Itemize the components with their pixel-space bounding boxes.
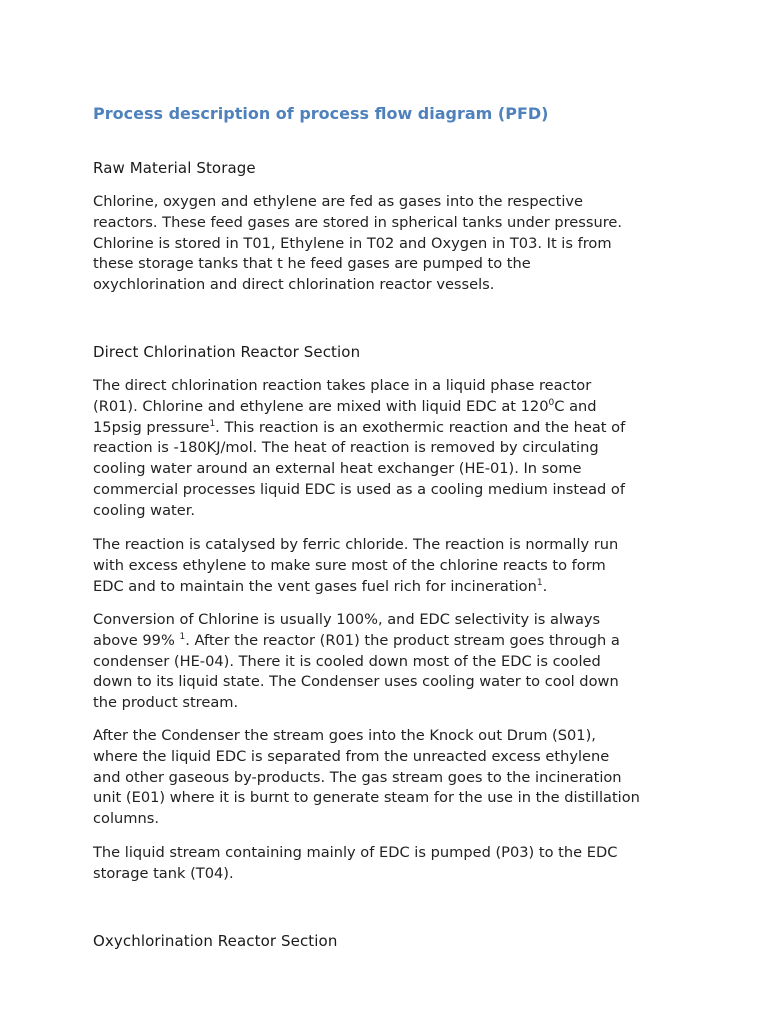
text-line: with excess ethylene to make sure most of the chlorine reacts to form	[93, 556, 606, 574]
text-line: unit (E01) where it is burnt to generate steam for the use in the distillation	[93, 789, 640, 807]
paragraph-raw-material-storage	[93, 192, 622, 296]
superscript-degree: 0	[548, 397, 555, 408]
text-line: commercial processes liquid EDC is used as a cooling medium instead of	[93, 480, 626, 498]
text-line-part: 15psig pressure	[93, 418, 210, 436]
text-line: Chlorine, oxygen and ethylene are fed as gases into the respective	[93, 193, 584, 210]
text-line	[93, 397, 625, 418]
footnote-reference: 1	[179, 631, 186, 642]
text-line: Conversion of Chlorine is usually 100%, and EDC selectivity is always	[93, 611, 601, 628]
text-line: The direct chlorination reaction takes place in a liquid phase reactor	[93, 377, 592, 394]
footnote-reference: 1	[209, 418, 216, 429]
text-line: condenser (HE-04). There it is cooled down most of the EDC is cooled	[93, 652, 601, 670]
text-line: storage tank (T04).	[93, 864, 234, 882]
footnote-reference: 1	[536, 577, 543, 588]
text-line-part: above 99%	[93, 631, 180, 649]
text-line: cooling water around an external heat exchanger (HE-01). In some	[93, 460, 582, 478]
text-line	[93, 577, 618, 598]
paragraph-conversion	[93, 610, 620, 714]
text-line: and other gaseous by-products. The gas stream goes to the incineration	[93, 768, 622, 786]
text-line: columns.	[93, 810, 159, 828]
text-line: down to its liquid state. The Condenser uses cooling water to cool down	[93, 673, 619, 691]
text-line: where the liquid EDC is separated from the unreacted excess ethylene	[93, 747, 610, 765]
text-line: The liquid stream containing mainly of EDC is pumped (P03) to the EDC	[93, 844, 618, 861]
paragraph-direct-chlorination-reaction	[93, 376, 625, 522]
text-line-part: (R01). Chlorine and ethylene are mixed with liquid EDC at 120	[93, 397, 549, 415]
text-line	[93, 631, 620, 652]
text-line: cooling water.	[93, 501, 196, 519]
text-line	[93, 418, 625, 439]
text-line: these storage tanks that t he feed gases are pumped to the	[93, 255, 531, 273]
document-title: Process description of process flow diagram (PFD)	[93, 104, 549, 123]
text-line-part: C and	[554, 397, 597, 415]
text-line: reactors. These feed gases are stored in spherical tanks under pressure.	[93, 213, 623, 231]
text-line: After the Condenser the stream goes into the Knock out Drum (S01),	[93, 727, 596, 744]
section-heading-raw-material-storage: Raw Material Storage	[93, 159, 256, 177]
paragraph-liquid-stream	[93, 843, 617, 885]
text-line: oxychlorination and direct chlorination reactor vessels.	[93, 276, 495, 294]
section-heading-direct-chlorination: Direct Chlorination Reactor Section	[93, 343, 361, 361]
section-heading-oxychlorination: Oxychlorination Reactor Section	[93, 932, 338, 950]
text-line: the product stream.	[93, 694, 239, 712]
paragraph-catalysis	[93, 535, 618, 597]
text-line-part: .	[542, 577, 548, 595]
text-line: The reaction is catalysed by ferric chloride. The reaction is normally run	[93, 536, 619, 553]
text-line-part: . This reaction is an exothermic reaction and the heat of	[215, 418, 626, 436]
text-line-part: EDC and to maintain the vent gases fuel rich for incineration	[93, 577, 537, 595]
text-line: Chlorine is stored in T01, Ethylene in T02 and Oxygen in T03. It is from	[93, 234, 612, 252]
text-line-part: . After the reactor (R01) the product stream goes through a	[185, 631, 620, 649]
text-line: reaction is -180KJ/mol. The heat of reaction is removed by circulating	[93, 439, 599, 457]
paragraph-knock-out-drum	[93, 726, 640, 830]
